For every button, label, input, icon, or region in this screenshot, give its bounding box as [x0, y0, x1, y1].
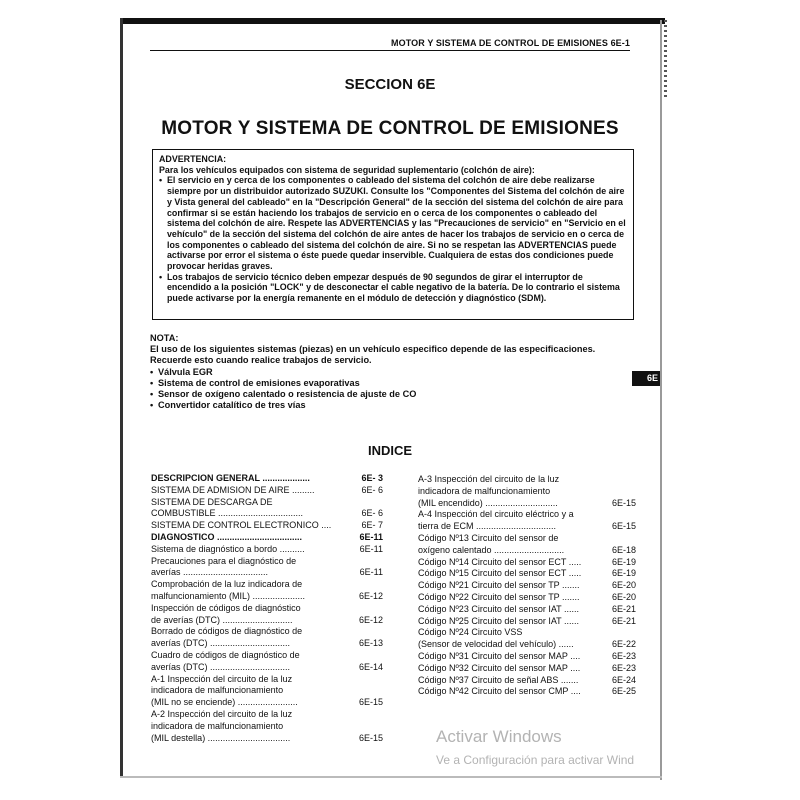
toc-entry-page: 6E- 6	[361, 484, 383, 495]
toc-entry-title: A-3 Inspección del circuito de la luz indicadora de malfuncionamiento (MIL encendido) .............................	[418, 474, 560, 508]
running-header: MOTOR Y SISTEMA DE CONTROL DE EMISIONES 6E-1	[150, 38, 630, 51]
toc-entry-page: 6E-25	[611, 686, 636, 697]
toc-entry-page: 6E-15	[358, 697, 383, 708]
toc-entry-page: 6E- 6	[361, 508, 383, 519]
toc-entry-title: Código Nº15 Circuito del sensor ECT .....	[418, 568, 582, 579]
toc-entry-title: Código Nº13 Circuito del sensor de oxígeno calentado ............................	[418, 532, 565, 555]
toc-entry	[418, 604, 636, 616]
warning-bullet-text: Los trabajos de servicio técnico deben empezar después de 90 segundos de girar el interruptor de encendido a la posición "LOCK" y de desconectar el cable negativo de la batería. De lo contrario el sistema puede activarse por la energía remanente en el módulo de detección y diagnóstico (SDM).	[167, 271, 620, 304]
toc-entry	[418, 686, 636, 698]
toc-entry-title: A-4 Inspección del circuito eléctrico y a tierra de ECM ................................	[418, 509, 574, 532]
toc-entry-title: Código Nº22 Circuito del sensor TP .......	[418, 591, 580, 602]
toc-entry-page: 6E-21	[611, 603, 636, 614]
toc-entry-title: Código Nº31 Circuito del sensor MAP ....	[418, 650, 581, 661]
toc-entry	[151, 520, 383, 532]
page-left-edge	[120, 18, 123, 778]
note-heading: NOTA:	[150, 333, 179, 343]
toc-entry-title: DIAGNOSTICO ..................................	[151, 531, 303, 542]
toc-entry	[418, 651, 636, 663]
toc-entry	[151, 544, 383, 556]
note-text: El uso de los siguientes sistemas (piezas) en un vehículo especifico depende de las especificaciones. Recuerde esto cuando realice trabajos de servicio.	[150, 344, 596, 366]
note-bullet-text: Válvula EGR	[158, 366, 213, 377]
toc-entry-title: Borrado de códigos de diagnóstico de averías (DTC) ................................	[151, 626, 303, 649]
toc-entry	[418, 663, 636, 675]
note-bullet	[150, 367, 638, 378]
bullet-icon: •	[150, 400, 154, 411]
toc-entry-page: 6E- 7	[361, 520, 383, 531]
toc-entry-title: Precauciones para el diagnóstico de averías ..................................	[151, 555, 297, 578]
toc-entry	[151, 556, 383, 580]
toc-entry-title: DESCRIPCION GENERAL ...................	[151, 473, 310, 483]
toc-entry-title: Código Nº21 Circuito del sensor TP .......	[418, 580, 580, 591]
warning-bullet	[159, 175, 627, 271]
page-bottom-edge	[120, 776, 662, 778]
toc-entry-page: 6E- 3	[361, 473, 383, 483]
page-right-edge	[660, 20, 662, 780]
toc-entry-page: 6E-11	[359, 531, 383, 542]
note-bullet-text: Convertidor catalítico de tres vías	[158, 400, 306, 411]
toc-entry-page: 6E-20	[611, 591, 636, 602]
toc-entry	[151, 485, 383, 497]
toc-entry	[151, 497, 383, 521]
toc-entry	[151, 709, 383, 744]
toc-entry-title: Código Nº23 Circuito del sensor IAT ......	[418, 603, 580, 614]
toc-entry-page: 6E-15	[358, 732, 383, 743]
toc-entry-title: Código Nº32 Circuito del sensor MAP ....	[418, 662, 581, 673]
toc-entry	[151, 674, 383, 709]
toc-entry-page: 6E-15	[611, 521, 636, 532]
toc-entry-page: 6E-12	[358, 590, 383, 601]
toc-entry-title: SISTEMA DE DESCARGA DE COMBUSTIBLE ..................................	[151, 496, 304, 519]
scan-artifact	[664, 20, 667, 100]
warning-bullet-text: El servicio en y cerca de los componentes o cableado del sistema del colchón de aire debe realizarse siempre por un distribuidor autorizado SUZUKI. Consulte los "Componentes del Sistema del colchón de aire y Vista general del cableado" en la "Descripción General" de la sección del sistema del colchón de aire para confirmar si se están haciendo los trabajos de servicio en o cerca de los componentes o cableado del sistema del colchón de aire. Respete las ADVERTENCIAS y las "Precauciones de servicio" en "Servicio en el vehículo" de la sección del sistema del colchón de aire antes de hacer los trabajos de servicio en o cerca de los componentes o cableado del sistema del colchón de aire. Si no se respetan las ADVERTENCIAS puede activarse por error el sistema o éste puede quedar inservible. Cualquiera de estas dos condiciones puede provocar heridas graves.	[167, 175, 626, 272]
activation-watermark-title: Activar Windows	[436, 727, 562, 746]
toc-entry-page: 6E-20	[611, 580, 636, 591]
warning-bullet	[159, 272, 627, 304]
toc-entry-title: Código Nº14 Circuito del sensor ECT .....	[418, 556, 582, 567]
toc-entry-page: 6E-23	[611, 650, 636, 661]
note-bullet-text: Sensor de oxígeno calentado o resistencia de ajuste de CO	[158, 389, 417, 400]
toc-entry-page: 6E-14	[358, 661, 383, 672]
note-bullet	[150, 378, 638, 389]
warning-intro: Para los vehículos equipados con sistema de seguridad suplementario (colchón de aire):	[159, 164, 535, 175]
toc-entry-page: 6E-21	[611, 615, 636, 626]
warning-heading: ADVERTENCIA:	[159, 154, 227, 164]
page-title: MOTOR Y SISTEMA DE CONTROL DE EMISIONES	[161, 118, 619, 139]
note-bullet-text: Sistema de control de emisiones evaporativas	[158, 377, 360, 388]
section-tab-marker: 6E	[632, 371, 660, 386]
bullet-icon: •	[159, 175, 163, 186]
toc-entry-title: Sistema de diagnóstico a bordo ..........	[151, 543, 305, 554]
activation-watermark-subtitle: Ve a Configuración para activar Wind	[436, 753, 635, 767]
note-bullet	[150, 389, 638, 400]
toc-entry-page: 6E-19	[611, 568, 636, 579]
toc-entry-title: Código Nº42 Circuito del sensor CMP ....	[418, 686, 581, 697]
bullet-icon: •	[150, 389, 154, 400]
toc-entry-title: A-2 Inspección del circuito de la luz indicadora de malfuncionamiento (MIL destella) .................................	[151, 708, 293, 743]
toc-entry	[151, 473, 383, 485]
toc-entry-page: 6E-18	[611, 544, 636, 555]
toc-entry-title: Comprobación de la luz indicadora de malfuncionamiento (MIL) .....................	[151, 579, 306, 601]
toc-entry-title: Código Nº25 Circuito del sensor IAT ......	[418, 615, 580, 626]
toc-entry-page: 6E-22	[611, 639, 636, 650]
toc-entry	[151, 532, 383, 544]
toc-entry	[418, 557, 636, 569]
toc-entry-title: A-1 Inspección del circuito de la luz indicadora de malfuncionamiento (MIL no se enciende) ........................	[151, 673, 298, 708]
toc-entry	[418, 675, 636, 687]
bullet-icon: •	[150, 366, 154, 377]
page-top-border	[120, 18, 665, 24]
toc-entry	[151, 650, 383, 674]
toc-entry	[418, 568, 636, 580]
toc-entry	[418, 533, 636, 557]
toc-entry-title: Código Nº24 Circuito VSS (Sensor de velocidad del vehículo) ......	[418, 627, 574, 650]
warning-box	[152, 149, 634, 320]
bullet-icon: •	[159, 271, 163, 282]
toc-entry-title: Inspección de códigos de diagnóstico de averías (DTC) ............................	[151, 602, 301, 625]
toc-right-column	[418, 474, 636, 698]
toc-entry	[418, 627, 636, 651]
toc-entry	[418, 616, 636, 628]
toc-entry	[151, 579, 383, 603]
toc-entry	[151, 626, 383, 650]
toc-entry-page: 6E-11	[359, 543, 383, 554]
toc-entry-title: SISTEMA DE ADMISION DE AIRE .........	[151, 484, 315, 495]
toc-entry	[418, 474, 636, 509]
toc-entry-page: 6E-23	[611, 662, 636, 673]
index-title: INDICE	[367, 443, 413, 458]
section-label: SECCION 6E	[344, 76, 436, 93]
toc-entry-page: 6E-19	[611, 556, 636, 567]
toc-entry-page: 6E-11	[359, 567, 383, 578]
toc-entry-page: 6E-15	[611, 497, 636, 508]
note-bullet	[150, 400, 638, 411]
toc-entry	[418, 509, 636, 533]
toc-entry-page: 6E-12	[358, 614, 383, 625]
toc-left-column	[151, 473, 383, 744]
toc-entry-page: 6E-13	[358, 638, 383, 649]
note-block	[150, 333, 638, 411]
bullet-icon: •	[150, 377, 154, 388]
toc-entry	[151, 603, 383, 627]
toc-entry-page: 6E-24	[611, 674, 636, 685]
toc-entry-title: Código Nº37 Circuito de señal ABS .......	[418, 674, 579, 685]
toc-entry	[418, 580, 636, 592]
toc-entry	[418, 592, 636, 604]
toc-entry-title: Cuadro de códigos de diagnóstico de averías (DTC) ................................	[151, 649, 300, 672]
toc-entry-title: SISTEMA DE CONTROL ELECTRONICO ....	[151, 520, 332, 531]
